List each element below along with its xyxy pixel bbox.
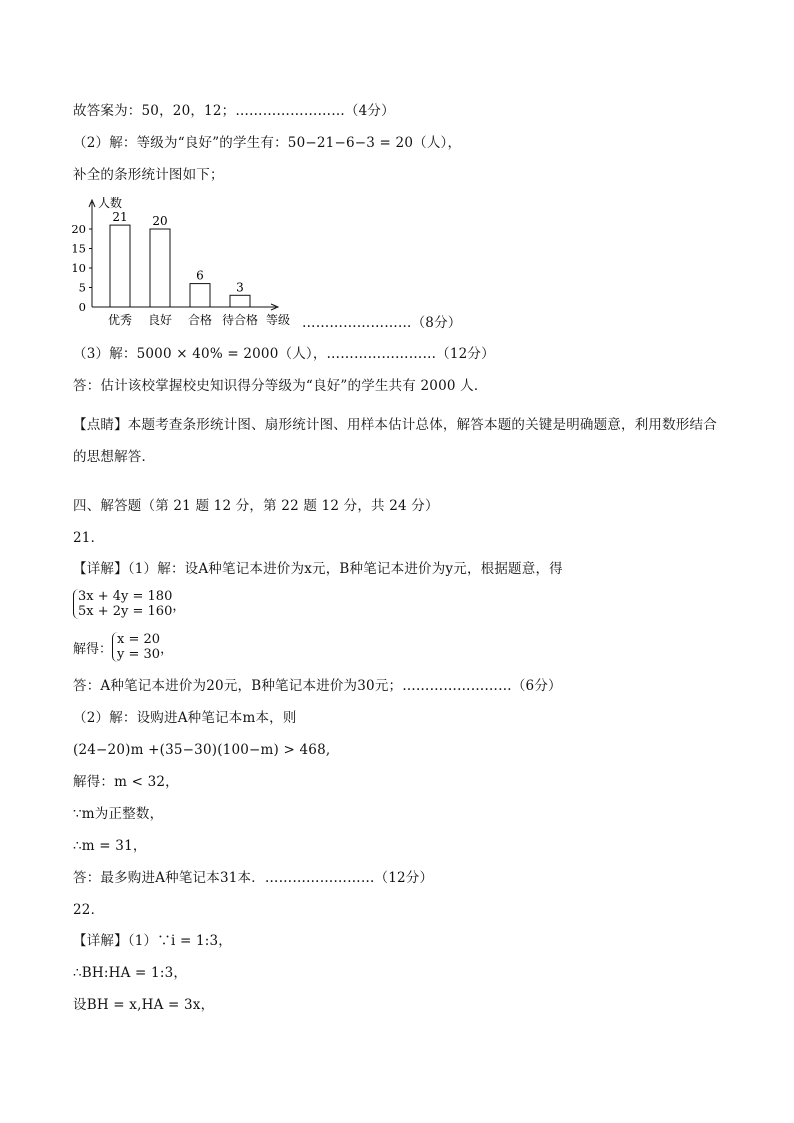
bar-data-label: 3 bbox=[236, 280, 244, 295]
y-tick-label: 20 bbox=[71, 222, 86, 236]
solution-22-line-3: 设BH = x,HA = 3x， bbox=[73, 997, 215, 1013]
y-tick-label: 0 bbox=[78, 300, 86, 314]
solution-line-6: 解得：m < 32， bbox=[73, 774, 179, 790]
solution-22-line-1: 【详解】（1）∵i = 1:3， bbox=[73, 933, 232, 949]
bar-chart bbox=[68, 192, 328, 341]
answer-line-6: 答：估计该校掌握校史知识得分等级为“良好”的学生共有 2000 人． bbox=[73, 378, 488, 394]
equation-system-2 bbox=[73, 632, 173, 662]
bar-data-label: 21 bbox=[112, 210, 128, 225]
y-tick-label: 15 bbox=[71, 241, 86, 256]
answer-line-2: （2）解：等级为“良好”的学生有：50−21−6−3 = 20（人）， bbox=[73, 135, 462, 151]
solution-line-1: 【详解】（1）解：设A种笔记本进价为x元，B种笔记本进价为y元，根据题意，得 bbox=[73, 561, 563, 577]
equation-2a: x = 20 bbox=[117, 632, 161, 647]
bar bbox=[230, 295, 250, 307]
bar-data-label: 20 bbox=[152, 214, 168, 228]
equation-system-1-tail: ， bbox=[172, 598, 186, 614]
equation-1b: 5x + 2y = 160 bbox=[78, 604, 173, 619]
answer-line-5: （3）解：5000 × 40% = 2000（人），……………………（12分） bbox=[73, 346, 495, 362]
y-tick-label: 10 bbox=[71, 261, 86, 275]
solution-22-line-2: ∴BH:HA = 1:3， bbox=[73, 965, 188, 981]
solution-line-7: ∵m为正整数， bbox=[73, 806, 164, 822]
solution-line-9: 答：最多购进A种笔记本31本．……………………（12分） bbox=[73, 870, 434, 886]
x-tick-label: 良好 bbox=[147, 313, 173, 327]
answer-line-1: 故答案为：50，20，12；……………………（4分） bbox=[73, 103, 395, 119]
solution-line-4: （2）解：设购进A种笔记本m本，则 bbox=[73, 710, 297, 726]
answer-line-3: 补全的条形统计图如下； bbox=[73, 167, 224, 183]
equation-2b: y = 30 bbox=[117, 647, 161, 662]
solution-line-5: (24−20)m +(35−30)(100−m) > 468, bbox=[73, 742, 331, 758]
equation-system-2-tail: ， bbox=[160, 641, 174, 657]
bar bbox=[150, 229, 170, 307]
equation-system-1 bbox=[73, 589, 185, 619]
question-number-22: 22． bbox=[73, 902, 105, 918]
chart-score-line: ……………………（8分） bbox=[302, 315, 462, 331]
solution-line-8: ∴m = 31， bbox=[73, 838, 147, 854]
bar bbox=[110, 225, 130, 307]
bar bbox=[190, 284, 210, 307]
y-tick-label: 5 bbox=[78, 280, 86, 295]
equation-system-2-prefix: 解得： bbox=[73, 641, 113, 657]
equation-system-2-body bbox=[112, 632, 160, 662]
question-number-21: 21． bbox=[73, 530, 105, 546]
y-axis-label: 人数 bbox=[98, 196, 123, 210]
equation-1a: 3x + 4y = 180 bbox=[78, 589, 173, 604]
x-axis-label: 等级 bbox=[266, 313, 291, 327]
solution-line-3: 答：A种笔记本进价为20元，B种笔记本进价为30元；……………………（6分） bbox=[73, 678, 562, 694]
x-tick-label: 合格 bbox=[187, 313, 213, 327]
comment-paragraph: 【点睛】本题考查条形统计图、扇形统计图、用样本估计总体，解答本题的关键是明确题意，利用数形结合的思想解答． bbox=[73, 417, 717, 465]
x-tick-label: 待合格 bbox=[221, 313, 259, 327]
section-heading: 四、解答题（第 21 题 12 分，第 22 题 12 分，共 24 分） bbox=[73, 498, 439, 514]
bar-data-label: 6 bbox=[196, 268, 204, 283]
x-tick-label: 优秀 bbox=[107, 313, 133, 327]
equation-system-1-body bbox=[73, 589, 172, 619]
bar-chart-svg bbox=[68, 192, 328, 337]
